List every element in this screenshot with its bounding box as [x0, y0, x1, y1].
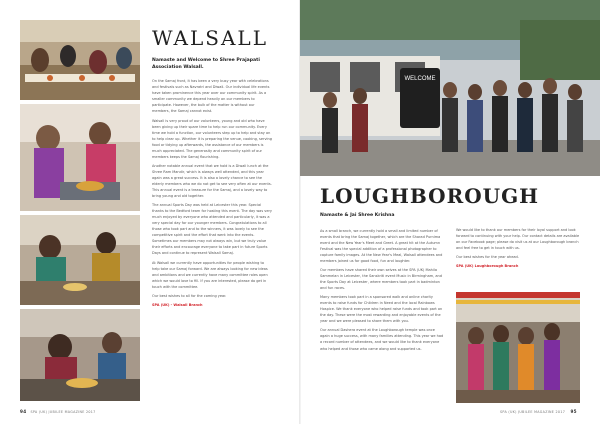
article-body [152, 78, 272, 308]
paragraph: Our best wishes to all for the coming year. [152, 293, 227, 298]
page-title-walsall: WALSALL [152, 26, 268, 50]
paragraph: As a small branch, we currently hold a small and limited number of events that bring the Samaj together, which are the Sharad Purnima event and the New Year's Meet and Greet. A great hit at the Autumn Festival was the special addition of a professional photographer to capture family images. At the New Year's Meal, Walsall attendees and members joined us for good food, fun and laughter. [320, 228, 443, 263]
left-footer [20, 409, 96, 414]
paragraph: Our annual Dashera event at the Loughborough temple was once again a huge success, with many families attending. This year we had a record number of attendees, and we would like to thank everyone who helped and those who came along and supported us. [320, 328, 444, 351]
paragraph: We would like to thank our members for their loyal support and look forward to continuing with your help. Our contact details are available on our Facebook page; please do visit us at our Loughborough branch and feel free to get in touch with us. [456, 228, 580, 251]
page-title-loughborough: LOUGHBOROUGH [320, 184, 540, 208]
footer-text: SPA (UK) JUBILEE MAGAZINE 2017 [500, 410, 566, 414]
photo-group-outside [300, 0, 600, 176]
photo-dining-hall [20, 20, 140, 100]
paragraph: The annual Sports Day was held at Leicester this year. Special thanks to the Bedford team for hosting this event. The day was very much enjoyed by everyone who attended and particularly, it was a very special day for our younger members. Congratulations to all those who took part and to the winners, it was lovely to see the competitive spirit and the effort that went into the events. Sometimes our members may not always win, but we truly value their efforts and encourage everyone to take part in future Sports Days and continue to represent Walsall Samaj. [152, 203, 273, 256]
chalkboard-sign-text: WELCOME [404, 76, 436, 82]
photo-kitchen [20, 309, 140, 401]
page-number: 95 [570, 409, 577, 414]
paragraph: At Walsall we currently have opportunities for people wishing to help take our Samaj forward. We are always looking for new ideas and ambitions and we currently have many committee roles open which we would love to fill. If you are interested, please do get in touch with the committee. [152, 260, 268, 289]
photo-cooking-volunteers [20, 104, 140, 211]
page-number: 94 [20, 409, 27, 414]
branch-signoff: SPA (UK) Loughborough Branch [456, 264, 519, 269]
walsall-article [152, 58, 272, 311]
paragraph: Our best wishes for the year ahead. [456, 255, 519, 260]
paragraph: Walsall is very proud of our volunteers, young and old who have been giving up their spare time to help run our community. Every time we hold a function, our volunteers step up to help and stay on to help clear up. Whether it is preparing the venue, cooking, serving food or tidying up afterwards, the assistance of our members is much appreciated. The generosity and community spirit of our members keeps the Samaj flourishing. [152, 118, 272, 159]
loughborough-article-col1 [320, 213, 444, 355]
paragraph: On the Samaj front, it has been a very busy year with celebrations and festivals such as Navratri and Diwali. Our individual life events have taken prominence this year over our community spirit. As a smaller community we depend heavily on our members to participate. However, the bulk of the matter is without our members, the Samaj cannot exist. [152, 79, 270, 114]
paragraph: Another notable annual event that we hold is a Diwali lunch at the Shree Ram Mandir, which is always well attended, and this year again was a great success. It is also a lovely chance to see the elderly members who we do not get to see very often at our events. This annual event is a treasure for the Samaj, and a lovely way to bring young and old together. [152, 163, 272, 198]
article-body [320, 228, 444, 352]
article-subhead: Namaste & Jai Shree Krishna [320, 213, 395, 218]
paragraph: Many members took part in a sponsored walk and online charity events to raise funds for Children in Need and the local Rainbows Hospice. We thank everyone who helped raise funds and took part on the day. These were the most rewarding and enjoyable events of the year and we were pleased to share them with you. [320, 295, 443, 324]
photo-celebration-event [456, 292, 580, 403]
loughborough-article-col2 [456, 227, 580, 273]
article-body [456, 227, 580, 269]
photo-serving-food [20, 215, 140, 305]
footer-text: SPA (UK) JUBILEE MAGAZINE 2017 [30, 410, 96, 414]
right-footer [500, 409, 577, 414]
article-subhead: Namaste and Welcome to Shree Prajapati Association Walsall. [152, 58, 260, 70]
paragraph: Our members have shared their own selves at the SPA (UK) Mahila Sammelan in Leicester, the Sanskriti event Music in Birmingham, and the Sports Day at Leicester, where members took part in badminton and fun races. [320, 267, 442, 290]
branch-signoff: SPA (UK) - Walsall Branch [152, 302, 203, 307]
